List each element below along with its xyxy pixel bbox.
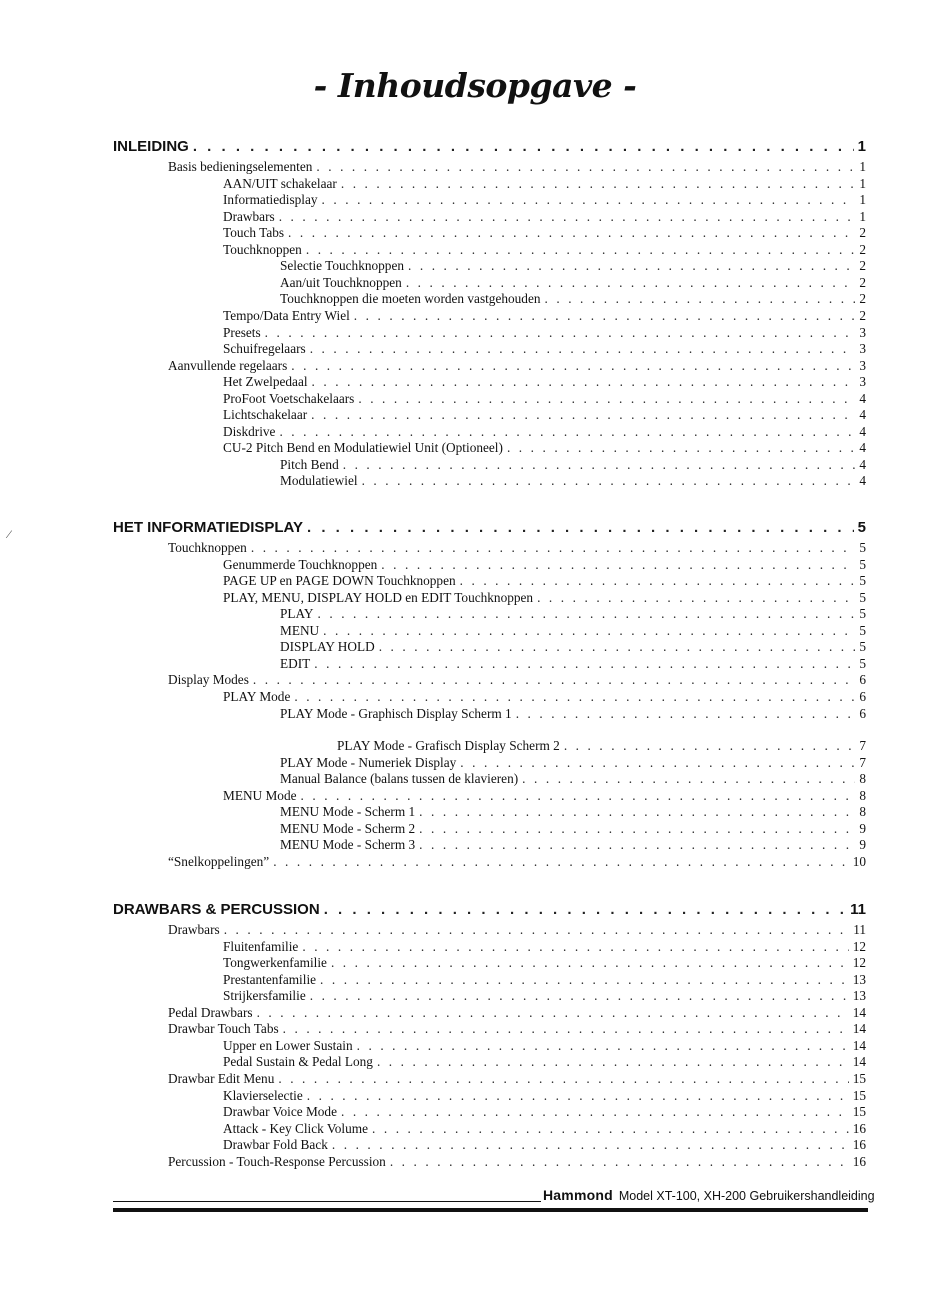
toc-entry — [223, 1087, 866, 1104]
toc-entry — [223, 324, 866, 341]
leader-dots — [341, 1103, 849, 1120]
leader-dots — [288, 224, 855, 241]
leader-dots — [377, 1053, 849, 1070]
leader-dots — [318, 605, 856, 622]
leader-dots — [322, 191, 856, 208]
entry-label: PLAY — [280, 606, 314, 622]
page-number: 11 — [853, 922, 866, 937]
page-number: 15 — [852, 1070, 866, 1086]
page-number: 10 — [852, 853, 866, 869]
entry-label: Attack - Key Click Volume — [223, 1120, 369, 1136]
entry-label: Modulatiewiel — [280, 473, 358, 489]
page-number: 3 — [859, 357, 866, 373]
leader-dots — [278, 1070, 848, 1087]
page-number: 5 — [859, 556, 866, 572]
page-number: 1 — [859, 208, 866, 224]
leader-dots — [306, 241, 856, 258]
toc-entry — [223, 439, 866, 456]
entry-label: Display Modes — [168, 672, 249, 688]
entry-label: CU-2 Pitch Bend en Modulatiewiel Unit (Optioneel) — [223, 440, 503, 456]
toc-entry — [280, 770, 866, 787]
entry-label: Touchknoppen — [223, 241, 302, 257]
page-number: 8 — [859, 787, 866, 803]
page-number: 12 — [852, 938, 866, 954]
toc-entry — [168, 1153, 866, 1170]
entry-label: HET INFORMATIEDISPLAY — [113, 519, 304, 536]
leader-dots — [314, 655, 855, 672]
entry-label: ProFoot Voetschakelaars — [223, 390, 355, 406]
footer-brand: Hammond — [543, 1187, 613, 1203]
toc-entry — [223, 938, 866, 955]
entry-label: Diskdrive — [223, 423, 276, 439]
entry-label: Drawbar Fold Back — [223, 1137, 328, 1153]
entry-label: “Snelkoppelingen” — [168, 853, 270, 869]
entry-label: PLAY Mode - Graphisch Display Scherm 1 — [280, 705, 512, 721]
footer — [543, 1187, 875, 1203]
toc-entry — [168, 158, 866, 175]
footer-model-text: Model XT-100, XH-200 Gebruikershandleiding — [618, 1189, 875, 1203]
entry-label: Pedal Sustain & Pedal Long — [223, 1054, 373, 1070]
toc-entry — [280, 638, 866, 655]
toc-entry — [168, 357, 866, 374]
entry-label: Touchknoppen — [168, 540, 247, 555]
leader-dots — [310, 340, 856, 357]
toc-entry — [280, 705, 866, 722]
toc-entry — [168, 539, 866, 556]
leader-dots — [307, 518, 854, 538]
toc-entry — [223, 556, 866, 573]
page-number: 5 — [859, 573, 866, 589]
leader-dots — [224, 921, 849, 938]
entry-label: Genummerde Touchknoppen — [223, 556, 378, 572]
toc-entry — [223, 175, 866, 192]
toc-entry — [337, 737, 866, 754]
entry-label: Presets — [223, 324, 261, 340]
leader-dots — [372, 1120, 849, 1137]
leader-dots — [273, 853, 849, 870]
page-number: 4 — [859, 407, 866, 423]
leader-dots — [390, 1153, 849, 1170]
leader-dots — [362, 472, 856, 489]
page-number: 14 — [852, 1004, 866, 1020]
toc-entry — [280, 820, 866, 837]
toc-entry — [280, 456, 866, 473]
leader-dots — [419, 803, 855, 820]
page-number: 3 — [859, 324, 866, 340]
page-number: 5 — [859, 589, 866, 605]
entry-label: Tempo/Data Entry Wiel — [223, 307, 350, 323]
entry-label: AAN/UIT schakelaar — [223, 175, 337, 191]
leader-dots — [379, 638, 856, 655]
toc-entry — [223, 406, 866, 423]
page-number: 2 — [859, 307, 866, 323]
leader-dots — [545, 290, 856, 307]
toc-entry — [223, 688, 866, 705]
page-number: 9 — [859, 837, 866, 853]
page-number: 4 — [859, 440, 866, 456]
entry-label: DISPLAY HOLD — [280, 639, 375, 655]
page-number: 1 — [859, 192, 866, 208]
toc-entry — [223, 589, 866, 606]
entry-label: Het Zwelpedaal — [223, 374, 308, 390]
toc-entry — [280, 655, 866, 672]
toc-entry — [280, 754, 866, 771]
toc-entry — [280, 472, 866, 489]
page-title: - Inhoudsopgave - — [313, 66, 637, 105]
page-number: 15 — [852, 1087, 866, 1103]
leader-dots — [460, 754, 855, 771]
entry-label: Aanvullende regelaars — [168, 357, 288, 373]
section-heading — [113, 518, 866, 538]
page-number: 4 — [859, 456, 866, 472]
leader-dots — [419, 836, 855, 853]
page-number: 13 — [852, 971, 866, 987]
entry-label: PLAY, MENU, DISPLAY HOLD en EDIT Touchknoppen — [223, 589, 534, 605]
leader-dots — [516, 705, 856, 722]
entry-label: PLAY Mode — [223, 688, 291, 704]
entry-label: Pedal Drawbars — [168, 1004, 253, 1020]
page-number: 5 — [859, 622, 866, 638]
leader-dots — [311, 406, 855, 423]
page-number: 6 — [859, 688, 866, 704]
entry-label: Touchknoppen die moeten worden vastgehouden — [280, 291, 541, 307]
leader-dots — [279, 208, 856, 225]
entry-label: MENU Mode — [223, 787, 297, 803]
toc-entry — [168, 1020, 866, 1037]
entry-label: Basis bedieningselementen — [168, 159, 313, 174]
leader-dots — [354, 307, 856, 324]
toc-entry — [280, 290, 866, 307]
toc-entry — [223, 1053, 866, 1070]
leader-dots — [312, 373, 856, 390]
leader-dots — [406, 274, 856, 291]
leader-dots — [341, 175, 856, 192]
toc-entry — [168, 921, 866, 938]
leader-dots — [323, 622, 855, 639]
toc-entry — [280, 605, 866, 622]
page-number: 2 — [859, 258, 866, 274]
page-number: 4 — [859, 390, 866, 406]
leader-dots — [408, 257, 855, 274]
page-number: 16 — [852, 1120, 866, 1136]
footer-thick-rule — [113, 1208, 868, 1212]
page-number: 16 — [852, 1137, 866, 1153]
page-number: 16 — [852, 1153, 866, 1169]
toc-entry — [223, 1120, 866, 1137]
leader-dots — [564, 737, 856, 754]
page-number: 5 — [857, 519, 866, 536]
entry-label: Prestantenfamilie — [223, 971, 317, 987]
leader-dots — [279, 423, 855, 440]
entry-label: Drawbar Touch Tabs — [168, 1021, 279, 1037]
entry-label: EDIT — [280, 655, 311, 671]
page-number: 8 — [859, 771, 866, 787]
leader-dots — [343, 456, 856, 473]
entry-label: Schuifregelaars — [223, 341, 306, 357]
entry-label: PLAY Mode - Numeriek Display — [280, 754, 457, 770]
entry-label: Drawbar Voice Mode — [223, 1104, 337, 1120]
entry-label: PLAY Mode - Grafisch Display Scherm 2 — [337, 738, 560, 754]
page-number: 14 — [852, 1021, 866, 1037]
toc-entry — [223, 340, 866, 357]
toc-entry — [280, 257, 866, 274]
page-number: 2 — [859, 291, 866, 307]
entry-label: Percussion - Touch-Response Percussion — [168, 1153, 386, 1169]
toc-entry — [280, 836, 866, 853]
entry-label: Touch Tabs — [223, 225, 285, 241]
entry-label: Manual Balance (balans tussen de klavieren) — [280, 771, 519, 787]
page-number: 5 — [859, 540, 866, 555]
page-number: 5 — [859, 655, 866, 671]
toc-entry — [223, 1136, 866, 1153]
leader-dots — [283, 1020, 849, 1037]
entry-label: Tongwerkenfamilie — [223, 955, 327, 971]
page-number: 8 — [859, 804, 866, 820]
entry-label: MENU Mode - Scherm 2 — [280, 820, 416, 836]
leader-dots — [310, 987, 849, 1004]
entry-label: MENU Mode - Scherm 1 — [280, 804, 416, 820]
margin-mark-icon: ⁄ — [8, 527, 11, 541]
toc-entry — [223, 224, 866, 241]
page-number: 5 — [859, 606, 866, 622]
entry-label: Upper en Lower Sustain — [223, 1037, 353, 1053]
page-number: 2 — [859, 241, 866, 257]
toc-entry — [168, 671, 866, 688]
toc-entry — [280, 274, 866, 291]
leader-dots — [265, 324, 856, 341]
page-number: 4 — [859, 473, 866, 489]
leader-dots — [507, 439, 855, 456]
entry-label: Drawbar Edit Menu — [168, 1070, 275, 1086]
toc-entry — [223, 572, 866, 589]
leader-dots — [301, 787, 856, 804]
leader-dots — [253, 671, 855, 688]
page-number: 4 — [859, 423, 866, 439]
entry-label: INLEIDING — [113, 138, 189, 155]
page-number: 2 — [859, 274, 866, 290]
footer-rule — [113, 1201, 541, 1202]
leader-dots — [193, 137, 854, 157]
entry-label: DRAWBARS & PERCUSSION — [113, 901, 320, 918]
leader-dots — [302, 938, 848, 955]
page-number: 3 — [859, 341, 866, 357]
leader-dots — [537, 589, 855, 606]
section-heading — [113, 900, 866, 920]
leader-dots — [358, 390, 855, 407]
toc-entry — [223, 208, 866, 225]
leader-dots — [419, 820, 855, 837]
toc-entry — [223, 307, 866, 324]
toc-entry — [223, 954, 866, 971]
leader-dots — [294, 688, 855, 705]
leader-dots — [522, 770, 855, 787]
page-number: 2 — [859, 225, 866, 241]
leader-dots — [331, 954, 849, 971]
entry-label: Informatiedisplay — [223, 192, 318, 208]
toc-entry — [168, 853, 866, 870]
entry-label: PAGE UP en PAGE DOWN Touchknoppen — [223, 573, 456, 589]
page-number: 3 — [859, 374, 866, 390]
page-number: 7 — [859, 754, 866, 770]
entry-label: Lichtschakelaar — [223, 407, 308, 423]
entry-label: MENU — [280, 622, 320, 638]
entry-label: Pitch Bend — [280, 456, 339, 472]
toc-entry — [280, 803, 866, 820]
page-number: 13 — [852, 988, 866, 1004]
toc-entry — [223, 1037, 866, 1054]
page-number: 5 — [859, 639, 866, 655]
page-number: 1 — [859, 175, 866, 191]
toc-entry — [168, 1004, 866, 1021]
page-number: 15 — [852, 1104, 866, 1120]
leader-dots — [316, 158, 855, 175]
page-number: 1 — [859, 159, 866, 174]
toc-entry — [223, 423, 866, 440]
leader-dots — [307, 1087, 849, 1104]
toc-entry — [280, 622, 866, 639]
leader-dots — [257, 1004, 849, 1021]
toc-entry — [223, 390, 866, 407]
page-number: 6 — [859, 672, 866, 688]
entry-label: MENU Mode - Scherm 3 — [280, 837, 416, 853]
page-number: 14 — [852, 1054, 866, 1070]
page-number: 14 — [852, 1037, 866, 1053]
section-heading — [113, 137, 866, 157]
toc-entry — [223, 787, 866, 804]
page-number: 11 — [850, 901, 866, 918]
toc-entry — [223, 373, 866, 390]
entry-label: Drawbars — [168, 922, 220, 937]
page-number: 12 — [852, 955, 866, 971]
entry-label: Aan/uit Touchknoppen — [280, 274, 402, 290]
leader-dots — [381, 556, 855, 573]
page-number: 1 — [857, 138, 866, 155]
toc-entry — [223, 971, 866, 988]
leader-dots — [320, 971, 849, 988]
page-number: 9 — [859, 820, 866, 836]
toc-entry — [223, 241, 866, 258]
page-number: 6 — [859, 705, 866, 721]
leader-dots — [460, 572, 856, 589]
leader-dots — [251, 539, 856, 556]
entry-label: Selectie Touchknoppen — [280, 258, 405, 274]
leader-dots — [357, 1037, 849, 1054]
toc-entry — [223, 1103, 866, 1120]
toc-entry — [223, 191, 866, 208]
entry-label: Fluitenfamilie — [223, 938, 299, 954]
entry-label: Klavierselectie — [223, 1087, 303, 1103]
leader-dots — [291, 357, 855, 374]
toc-entry — [168, 1070, 866, 1087]
page-number: 7 — [859, 738, 866, 754]
leader-dots — [324, 900, 846, 920]
entry-label: Strijkersfamilie — [223, 988, 306, 1004]
leader-dots — [332, 1136, 849, 1153]
entry-label: Drawbars — [223, 208, 275, 224]
toc-entry — [223, 987, 866, 1004]
